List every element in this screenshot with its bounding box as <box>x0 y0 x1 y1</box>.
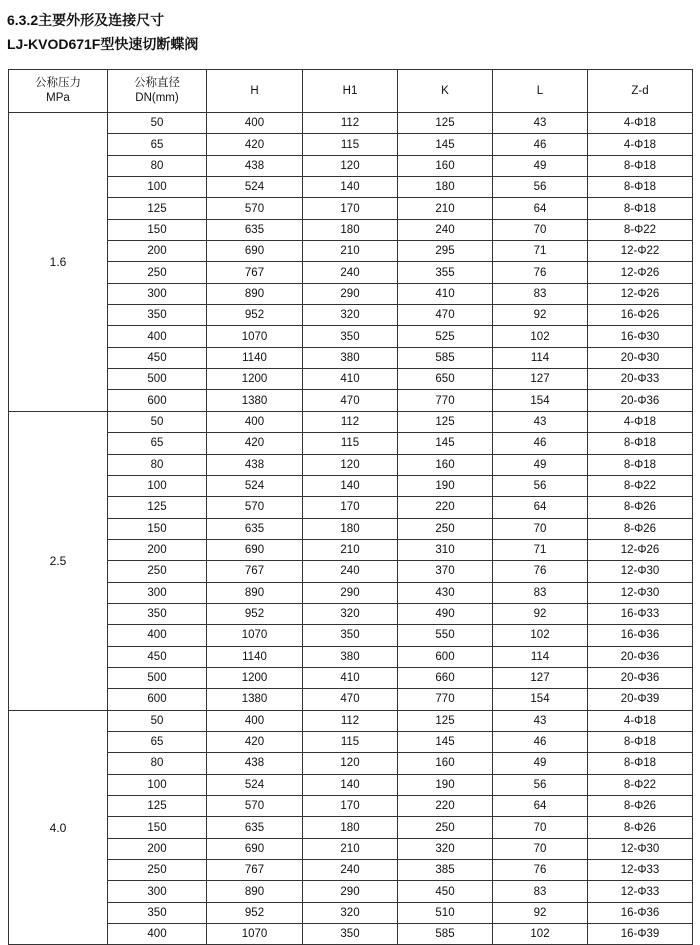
table-row <box>9 518 693 539</box>
k-cell: 650 <box>398 369 493 390</box>
diameter-cell: 100 <box>108 177 207 198</box>
h1-cell: 180 <box>303 817 398 838</box>
z-d-cell: 12-Φ30 <box>588 838 693 859</box>
h1-cell: 180 <box>303 219 398 240</box>
table-row <box>9 411 693 432</box>
z-d-cell: 20-Φ39 <box>588 689 693 710</box>
h1-cell: 112 <box>303 113 398 134</box>
diameter-cell: 50 <box>108 411 207 432</box>
table-row <box>9 241 693 262</box>
table-row <box>9 497 693 518</box>
z-d-cell: 8-Φ26 <box>588 518 693 539</box>
table-body <box>9 113 693 945</box>
table-row <box>9 283 693 304</box>
diameter-cell: 150 <box>108 518 207 539</box>
header-nominal-diameter-label: 公称直径 <box>134 77 180 89</box>
pressure-cell: 4.0 <box>9 710 108 945</box>
h-cell: 1380 <box>207 390 303 411</box>
dimension-table <box>8 69 693 945</box>
l-cell: 46 <box>493 433 588 454</box>
k-cell: 585 <box>398 347 493 368</box>
diameter-cell: 200 <box>108 241 207 262</box>
z-d-cell: 12-Φ26 <box>588 262 693 283</box>
diameter-cell: 65 <box>108 731 207 752</box>
table-row <box>9 646 693 667</box>
table-row <box>9 369 693 390</box>
h-cell: 1200 <box>207 667 303 688</box>
k-cell: 180 <box>398 177 493 198</box>
diameter-cell: 150 <box>108 219 207 240</box>
l-cell: 70 <box>493 219 588 240</box>
l-cell: 71 <box>493 539 588 560</box>
h-cell: 400 <box>207 113 303 134</box>
l-cell: 56 <box>493 774 588 795</box>
diameter-cell: 50 <box>108 113 207 134</box>
diameter-cell: 350 <box>108 305 207 326</box>
diameter-cell: 500 <box>108 369 207 390</box>
z-d-cell: 8-Φ26 <box>588 796 693 817</box>
z-d-cell: 8-Φ18 <box>588 177 693 198</box>
table-row <box>9 113 693 134</box>
h1-cell: 115 <box>303 731 398 752</box>
k-cell: 370 <box>398 561 493 582</box>
h1-cell: 290 <box>303 283 398 304</box>
h-cell: 570 <box>207 198 303 219</box>
l-cell: 56 <box>493 475 588 496</box>
h-cell: 890 <box>207 582 303 603</box>
z-d-cell: 20-Φ36 <box>588 646 693 667</box>
diameter-cell: 400 <box>108 924 207 945</box>
diameter-cell: 100 <box>108 475 207 496</box>
table-row <box>9 667 693 688</box>
h-cell: 890 <box>207 881 303 902</box>
k-cell: 220 <box>398 796 493 817</box>
h-cell: 1140 <box>207 646 303 667</box>
table-row <box>9 582 693 603</box>
z-d-cell: 4-Φ18 <box>588 113 693 134</box>
table-row <box>9 134 693 155</box>
diameter-cell: 500 <box>108 667 207 688</box>
table-row <box>9 454 693 475</box>
z-d-cell: 20-Φ36 <box>588 667 693 688</box>
h1-cell: 470 <box>303 689 398 710</box>
h-cell: 438 <box>207 454 303 475</box>
l-cell: 70 <box>493 838 588 859</box>
header-nominal-diameter <box>108 70 207 113</box>
h1-cell: 350 <box>303 326 398 347</box>
z-d-cell: 4-Φ18 <box>588 710 693 731</box>
z-d-cell: 8-Φ22 <box>588 774 693 795</box>
header-nominal-pressure <box>9 70 108 113</box>
h1-cell: 470 <box>303 390 398 411</box>
h1-cell: 410 <box>303 369 398 390</box>
table-row <box>9 753 693 774</box>
k-cell: 770 <box>398 390 493 411</box>
h-cell: 438 <box>207 155 303 176</box>
h1-cell: 240 <box>303 262 398 283</box>
k-cell: 125 <box>398 113 493 134</box>
diameter-cell: 65 <box>108 433 207 454</box>
z-d-cell: 12-Φ33 <box>588 881 693 902</box>
header-h1: H1 <box>303 70 398 113</box>
l-cell: 43 <box>493 113 588 134</box>
h1-cell: 320 <box>303 902 398 923</box>
diameter-cell: 400 <box>108 625 207 646</box>
h-cell: 438 <box>207 753 303 774</box>
table-row <box>9 155 693 176</box>
z-d-cell: 16-Φ26 <box>588 305 693 326</box>
table-row <box>9 603 693 624</box>
diameter-cell: 250 <box>108 561 207 582</box>
h-cell: 767 <box>207 860 303 881</box>
diameter-cell: 125 <box>108 497 207 518</box>
h-cell: 1070 <box>207 326 303 347</box>
h1-cell: 140 <box>303 774 398 795</box>
l-cell: 46 <box>493 731 588 752</box>
h-cell: 400 <box>207 710 303 731</box>
h1-cell: 380 <box>303 347 398 368</box>
z-d-cell: 16-Φ33 <box>588 603 693 624</box>
h-cell: 767 <box>207 262 303 283</box>
h1-cell: 140 <box>303 475 398 496</box>
h-cell: 1200 <box>207 369 303 390</box>
k-cell: 385 <box>398 860 493 881</box>
table-row <box>9 347 693 368</box>
l-cell: 92 <box>493 305 588 326</box>
header-l: L <box>493 70 588 113</box>
z-d-cell: 12-Φ30 <box>588 582 693 603</box>
z-d-cell: 4-Φ18 <box>588 134 693 155</box>
h1-cell: 410 <box>303 667 398 688</box>
diameter-cell: 300 <box>108 283 207 304</box>
z-d-cell: 8-Φ22 <box>588 219 693 240</box>
l-cell: 56 <box>493 177 588 198</box>
diameter-cell: 450 <box>108 347 207 368</box>
h-cell: 690 <box>207 838 303 859</box>
k-cell: 770 <box>398 689 493 710</box>
k-cell: 145 <box>398 433 493 454</box>
table-row <box>9 262 693 283</box>
h-cell: 1070 <box>207 625 303 646</box>
k-cell: 160 <box>398 454 493 475</box>
section-title: 6.3.2主要外形及连接尺寸 <box>7 12 165 28</box>
z-d-cell: 12-Φ26 <box>588 283 693 304</box>
l-cell: 46 <box>493 134 588 155</box>
h-cell: 524 <box>207 177 303 198</box>
l-cell: 76 <box>493 262 588 283</box>
z-d-cell: 12-Φ33 <box>588 860 693 881</box>
table-row <box>9 796 693 817</box>
h1-cell: 120 <box>303 155 398 176</box>
diameter-cell: 50 <box>108 710 207 731</box>
table-row <box>9 326 693 347</box>
z-d-cell: 8-Φ18 <box>588 731 693 752</box>
diameter-cell: 200 <box>108 539 207 560</box>
header-nominal-pressure-label: 公称压力 <box>35 77 81 89</box>
table-row <box>9 689 693 710</box>
h1-cell: 290 <box>303 582 398 603</box>
h-cell: 400 <box>207 411 303 432</box>
k-cell: 240 <box>398 219 493 240</box>
h1-cell: 210 <box>303 838 398 859</box>
diameter-cell: 80 <box>108 155 207 176</box>
h-cell: 767 <box>207 561 303 582</box>
header-k: K <box>398 70 493 113</box>
table-row <box>9 625 693 646</box>
h1-cell: 350 <box>303 924 398 945</box>
h1-cell: 120 <box>303 753 398 774</box>
z-d-cell: 16-Φ30 <box>588 326 693 347</box>
table-row <box>9 177 693 198</box>
k-cell: 295 <box>398 241 493 262</box>
h1-cell: 170 <box>303 198 398 219</box>
z-d-cell: 12-Φ22 <box>588 241 693 262</box>
diameter-cell: 350 <box>108 603 207 624</box>
z-d-cell: 8-Φ22 <box>588 475 693 496</box>
l-cell: 102 <box>493 924 588 945</box>
h1-cell: 210 <box>303 539 398 560</box>
l-cell: 64 <box>493 796 588 817</box>
table-row <box>9 219 693 240</box>
k-cell: 160 <box>398 155 493 176</box>
h1-cell: 380 <box>303 646 398 667</box>
l-cell: 83 <box>493 582 588 603</box>
table-row <box>9 475 693 496</box>
diameter-cell: 600 <box>108 689 207 710</box>
z-d-cell: 8-Φ18 <box>588 753 693 774</box>
k-cell: 160 <box>398 753 493 774</box>
l-cell: 127 <box>493 369 588 390</box>
k-cell: 250 <box>398 817 493 838</box>
table-row <box>9 881 693 902</box>
z-d-cell: 16-Φ36 <box>588 625 693 646</box>
h-cell: 1380 <box>207 689 303 710</box>
table-row <box>9 198 693 219</box>
k-cell: 125 <box>398 411 493 432</box>
h1-cell: 170 <box>303 796 398 817</box>
k-cell: 320 <box>398 838 493 859</box>
h-cell: 635 <box>207 518 303 539</box>
k-cell: 470 <box>398 305 493 326</box>
product-title: LJ-KVOD671F型快速切断蝶阀 <box>7 36 199 52</box>
k-cell: 450 <box>398 881 493 902</box>
table-row <box>9 731 693 752</box>
diameter-cell: 100 <box>108 774 207 795</box>
k-cell: 250 <box>398 518 493 539</box>
l-cell: 70 <box>493 817 588 838</box>
l-cell: 92 <box>493 603 588 624</box>
h1-cell: 115 <box>303 134 398 155</box>
k-cell: 190 <box>398 475 493 496</box>
h-cell: 524 <box>207 475 303 496</box>
h-cell: 690 <box>207 539 303 560</box>
k-cell: 220 <box>398 497 493 518</box>
diameter-cell: 80 <box>108 753 207 774</box>
l-cell: 114 <box>493 347 588 368</box>
table-row <box>9 539 693 560</box>
table-row <box>9 838 693 859</box>
k-cell: 600 <box>398 646 493 667</box>
h-cell: 420 <box>207 134 303 155</box>
h1-cell: 112 <box>303 710 398 731</box>
l-cell: 154 <box>493 689 588 710</box>
diameter-cell: 150 <box>108 817 207 838</box>
h1-cell: 320 <box>303 305 398 326</box>
z-d-cell: 8-Φ18 <box>588 433 693 454</box>
table-row <box>9 433 693 454</box>
header-z-d: Z-d <box>588 70 693 113</box>
l-cell: 102 <box>493 326 588 347</box>
table-row <box>9 390 693 411</box>
k-cell: 310 <box>398 539 493 560</box>
table-row <box>9 305 693 326</box>
diameter-cell: 350 <box>108 902 207 923</box>
l-cell: 102 <box>493 625 588 646</box>
l-cell: 92 <box>493 902 588 923</box>
h-cell: 420 <box>207 433 303 454</box>
h1-cell: 180 <box>303 518 398 539</box>
h-cell: 1140 <box>207 347 303 368</box>
table-header-row <box>9 70 693 113</box>
k-cell: 190 <box>398 774 493 795</box>
z-d-cell: 16-Φ39 <box>588 924 693 945</box>
z-d-cell: 8-Φ18 <box>588 454 693 475</box>
h-cell: 635 <box>207 219 303 240</box>
header-h: H <box>207 70 303 113</box>
h1-cell: 170 <box>303 497 398 518</box>
z-d-cell: 16-Φ36 <box>588 902 693 923</box>
l-cell: 64 <box>493 497 588 518</box>
h1-cell: 120 <box>303 454 398 475</box>
diameter-cell: 600 <box>108 390 207 411</box>
table-row <box>9 902 693 923</box>
h-cell: 570 <box>207 497 303 518</box>
h1-cell: 240 <box>303 561 398 582</box>
k-cell: 145 <box>398 134 493 155</box>
diameter-cell: 300 <box>108 582 207 603</box>
header-nominal-diameter-unit: DN(mm) <box>135 92 179 104</box>
l-cell: 71 <box>493 241 588 262</box>
diameter-cell: 125 <box>108 796 207 817</box>
k-cell: 525 <box>398 326 493 347</box>
z-d-cell: 20-Φ30 <box>588 347 693 368</box>
h-cell: 952 <box>207 305 303 326</box>
h-cell: 952 <box>207 603 303 624</box>
z-d-cell: 12-Φ26 <box>588 539 693 560</box>
h1-cell: 290 <box>303 881 398 902</box>
z-d-cell: 8-Φ26 <box>588 817 693 838</box>
l-cell: 49 <box>493 155 588 176</box>
l-cell: 49 <box>493 454 588 475</box>
k-cell: 510 <box>398 902 493 923</box>
diameter-cell: 65 <box>108 134 207 155</box>
header-nominal-pressure-unit: MPa <box>46 92 70 104</box>
z-d-cell: 8-Φ18 <box>588 198 693 219</box>
z-d-cell: 8-Φ26 <box>588 497 693 518</box>
z-d-cell: 20-Φ33 <box>588 369 693 390</box>
h-cell: 635 <box>207 817 303 838</box>
pressure-cell: 1.6 <box>9 113 108 412</box>
h-cell: 1070 <box>207 924 303 945</box>
diameter-cell: 125 <box>108 198 207 219</box>
diameter-cell: 250 <box>108 860 207 881</box>
l-cell: 43 <box>493 411 588 432</box>
table-row <box>9 860 693 881</box>
z-d-cell: 20-Φ36 <box>588 390 693 411</box>
k-cell: 145 <box>398 731 493 752</box>
l-cell: 127 <box>493 667 588 688</box>
h1-cell: 320 <box>303 603 398 624</box>
l-cell: 83 <box>493 881 588 902</box>
l-cell: 76 <box>493 561 588 582</box>
table-row <box>9 561 693 582</box>
z-d-cell: 12-Φ30 <box>588 561 693 582</box>
l-cell: 83 <box>493 283 588 304</box>
k-cell: 210 <box>398 198 493 219</box>
l-cell: 70 <box>493 518 588 539</box>
l-cell: 154 <box>493 390 588 411</box>
table-row <box>9 710 693 731</box>
k-cell: 355 <box>398 262 493 283</box>
diameter-cell: 450 <box>108 646 207 667</box>
k-cell: 410 <box>398 283 493 304</box>
k-cell: 585 <box>398 924 493 945</box>
k-cell: 660 <box>398 667 493 688</box>
h1-cell: 210 <box>303 241 398 262</box>
z-d-cell: 8-Φ18 <box>588 155 693 176</box>
h-cell: 570 <box>207 796 303 817</box>
k-cell: 125 <box>398 710 493 731</box>
h-cell: 952 <box>207 902 303 923</box>
h-cell: 690 <box>207 241 303 262</box>
table-row <box>9 817 693 838</box>
k-cell: 430 <box>398 582 493 603</box>
l-cell: 114 <box>493 646 588 667</box>
pressure-cell: 2.5 <box>9 411 108 710</box>
k-cell: 550 <box>398 625 493 646</box>
h-cell: 890 <box>207 283 303 304</box>
diameter-cell: 80 <box>108 454 207 475</box>
table-row <box>9 774 693 795</box>
h-cell: 420 <box>207 731 303 752</box>
h1-cell: 350 <box>303 625 398 646</box>
h-cell: 524 <box>207 774 303 795</box>
l-cell: 76 <box>493 860 588 881</box>
z-d-cell: 4-Φ18 <box>588 411 693 432</box>
k-cell: 490 <box>398 603 493 624</box>
diameter-cell: 300 <box>108 881 207 902</box>
l-cell: 43 <box>493 710 588 731</box>
l-cell: 49 <box>493 753 588 774</box>
l-cell: 64 <box>493 198 588 219</box>
h1-cell: 240 <box>303 860 398 881</box>
h1-cell: 140 <box>303 177 398 198</box>
diameter-cell: 250 <box>108 262 207 283</box>
diameter-cell: 400 <box>108 326 207 347</box>
diameter-cell: 200 <box>108 838 207 859</box>
h1-cell: 112 <box>303 411 398 432</box>
h1-cell: 115 <box>303 433 398 454</box>
